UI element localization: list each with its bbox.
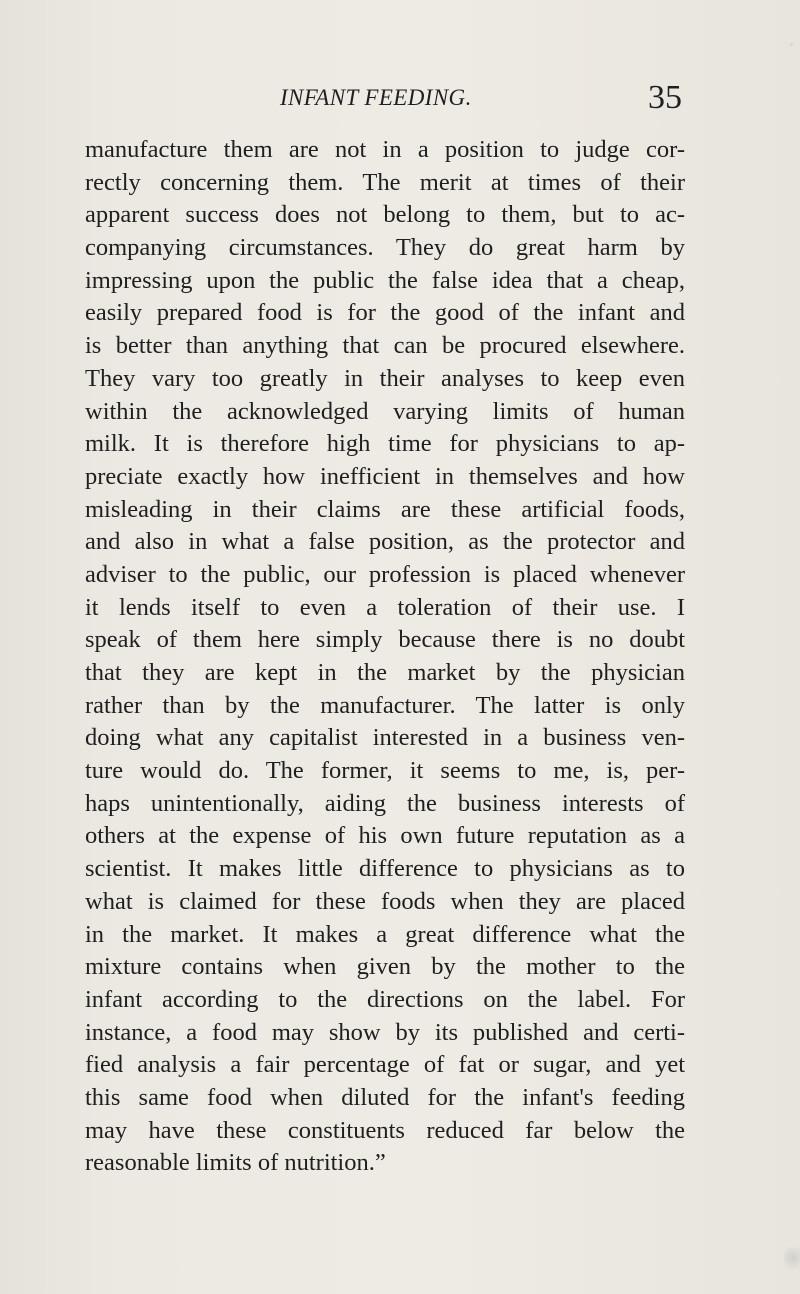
text-line: misleading in their claims are these artificial foods, <box>85 495 685 523</box>
margin-smudge <box>784 1242 800 1274</box>
text-line: manufacture them are not in a position to judge cor- <box>85 136 685 163</box>
page-number: 35 <box>648 79 682 116</box>
text-line: rectly concerning them. The merit at times of their <box>85 168 685 196</box>
text-line: may have these constituents reduced far below the <box>85 1116 685 1144</box>
text-line: scientist. It makes little difference to physicians as to <box>85 855 685 883</box>
text-line: in the market. It makes a great difference what the <box>85 920 685 948</box>
text-line: apparent success does not belong to them, but to ac- <box>85 201 685 229</box>
text-line: mixture contains when given by the mother to the <box>85 953 685 981</box>
running-title: INFANT FEEDING. <box>280 85 472 110</box>
text-line: that they are kept in the market by the physician <box>85 659 685 686</box>
text-line: fied analysis a fair percentage of fat or sugar, and yet <box>85 1051 685 1079</box>
text-line: easily prepared food is for the good of the infant and <box>85 299 685 327</box>
text-line: is better than anything that can be procured elsewhere. <box>85 332 685 360</box>
body-paragraph <box>85 134 685 1180</box>
text-line: speak of them here simply because there is no doubt <box>85 626 685 654</box>
text-line: it lends itself to even a toleration of their use. I <box>85 593 685 621</box>
text-line: instance, a food may show by its published and certi- <box>85 1018 685 1046</box>
text-line: what is claimed for these foods when they are placed <box>85 887 685 915</box>
text-line: doing what any capitalist interested in a business ven- <box>85 724 685 752</box>
text-line-last: reasonable limits of nutrition.” <box>85 1149 386 1177</box>
text-line: infant according to the directions on the label. For <box>85 985 685 1013</box>
text-line: rather than by the manufacturer. The latter is only <box>85 691 685 719</box>
text-line: haps unintentionally, aiding the business interests of <box>85 789 685 817</box>
text-line: companying circumstances. They do great harm by <box>85 234 685 262</box>
text-line: adviser to the public, our profession is placed whenever <box>85 560 685 588</box>
text-line: ture would do. The former, it seems to me, is, per- <box>85 757 685 785</box>
running-head <box>0 79 800 116</box>
text-line: this same food when diluted for the infant's feeding <box>85 1083 685 1111</box>
text-line: milk. It is therefore high time for physicians to ap- <box>85 430 685 458</box>
margin-speck <box>789 42 794 47</box>
text-line: and also in what a false position, as the protector and <box>85 528 685 556</box>
text-line: They vary too greatly in their analyses to keep even <box>85 364 685 392</box>
text-line: others at the expense of his own future reputation as a <box>85 822 685 850</box>
text-line: within the acknowledged varying limits of human <box>85 397 685 425</box>
text-line: impressing upon the public the false idea that a cheap, <box>85 266 685 294</box>
text-line: preciate exactly how inefficient in themselves and how <box>85 462 685 490</box>
